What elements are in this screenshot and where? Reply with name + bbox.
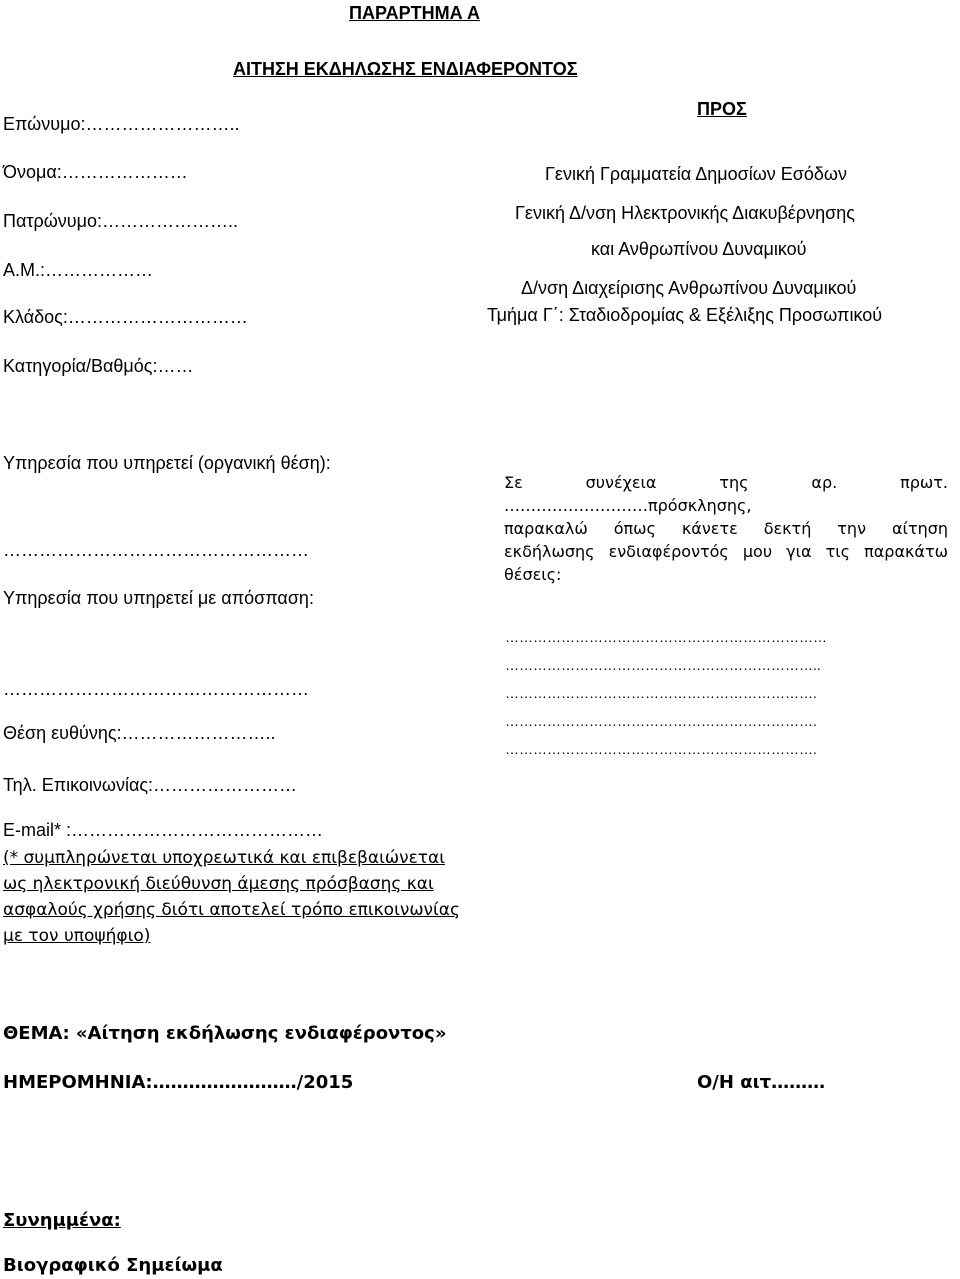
position-line[interactable]: …………………………………………………………… bbox=[505, 629, 827, 645]
secondment-service-label: Υπηρεσία που υπηρετεί με απόσπαση: bbox=[3, 588, 314, 608]
date-field[interactable]: ΗΜΕΡΟΜΗΝΙΑ:……………………/2015 bbox=[3, 1072, 354, 1093]
category-grade-field[interactable]: Κατηγορία/Βαθμός:…… bbox=[3, 356, 194, 376]
am-field[interactable]: Α.Μ.:……………… bbox=[3, 260, 154, 280]
request-line: θέσεις: bbox=[504, 565, 562, 584]
recipient-line-5: Τμήμα Γ΄: Σταδιοδρομίας & Εξέλιξης Προσωπικού bbox=[487, 305, 883, 325]
email-note-line: ασφαλούς χρήσης διότι αποτελεί τρόπο επικοινωνίας bbox=[3, 900, 460, 920]
request-line: παρακαλώ όπως κάνετε δεκτή την αίτηση bbox=[504, 519, 948, 538]
organic-service-label: Υπηρεσία που υπηρετεί (οργανική θέση): bbox=[3, 453, 331, 473]
email-note-line: ως ηλεκτρονική διεύθυνση άμεσης πρόσβασης και bbox=[3, 874, 434, 894]
email-note-line: με τον υποψήφιο) bbox=[3, 926, 151, 946]
email-note-line: (* συμπληρώνεται υποχρεωτικά και επιβεβαιώνεται bbox=[3, 848, 445, 868]
request-line[interactable]: ………………………πρόσκλησης, bbox=[504, 496, 752, 515]
position-line[interactable]: …………………………………………………………. bbox=[505, 685, 817, 701]
request-line: Σε συνέχεια της αρ. πρωτ. bbox=[504, 473, 948, 492]
recipient-line-2: Γενική Δ/νση Ηλεκτρονικής Διακυβέρνησης bbox=[515, 203, 855, 223]
document-title: ΑΙΤΗΣΗ ΕΚΔΗΛΩΣΗΣ ΕΝΔΙΑΦΕΡΟΝΤΟΣ bbox=[233, 59, 578, 79]
attachment-item: Βιογραφικό Σημείωμα bbox=[3, 1255, 223, 1276]
phone-field[interactable]: Τηλ. Επικοινωνίας:…………………… bbox=[3, 775, 298, 795]
position-line[interactable]: …………………………………………………………. bbox=[505, 713, 817, 729]
subject bbox=[3, 1023, 446, 1045]
request-line: εκδήλωσης ενδιαφέροντός μου για τις παρακάτω bbox=[504, 542, 948, 561]
recipient-line-1: Γενική Γραμματεία Δημοσίων Εσόδων bbox=[545, 164, 847, 184]
recipient-line-3: και Ανθρωπίνου Δυναμικού bbox=[591, 239, 807, 259]
request-paragraph bbox=[504, 471, 948, 586]
applicant-signature-field[interactable]: Ο/Η αιτ……… bbox=[697, 1072, 826, 1093]
name-field[interactable]: Όνομα:………………… bbox=[3, 162, 188, 182]
branch-field[interactable]: Κλάδος:………………………… bbox=[3, 307, 248, 327]
annex-title: ΠΑΡΑΡΤΗΜΑ Α bbox=[349, 3, 480, 23]
organic-service-field[interactable]: …………………………………………… bbox=[3, 540, 309, 560]
recipient-to: ΠΡΟΣ bbox=[697, 99, 747, 119]
recipient-line-4: Δ/νση Διαχείρισης Ανθρωπίνου Δυναμικού bbox=[521, 278, 857, 298]
surname-field[interactable]: Επώνυμο:…………………….. bbox=[3, 114, 240, 134]
secondment-service-field[interactable]: …………………………………………… bbox=[3, 679, 309, 699]
position-line[interactable]: ………………………………………………………….. bbox=[505, 657, 821, 673]
subject-label: ΘΕΜΑ bbox=[3, 1023, 63, 1044]
email-note bbox=[3, 845, 460, 949]
fathers-name-field[interactable]: Πατρώνυμο:………………….. bbox=[3, 211, 239, 231]
email-field[interactable]: E-mail* :…………………………………… bbox=[3, 820, 324, 840]
attachments-label: Συνημμένα: bbox=[3, 1210, 121, 1231]
responsibility-field[interactable]: Θέση ευθύνης:…………………….. bbox=[3, 723, 276, 743]
subject-value: : «Αίτηση εκδήλωσης ενδιαφέροντος» bbox=[62, 1023, 447, 1044]
position-line[interactable]: …………………………………………………………. bbox=[505, 741, 817, 757]
